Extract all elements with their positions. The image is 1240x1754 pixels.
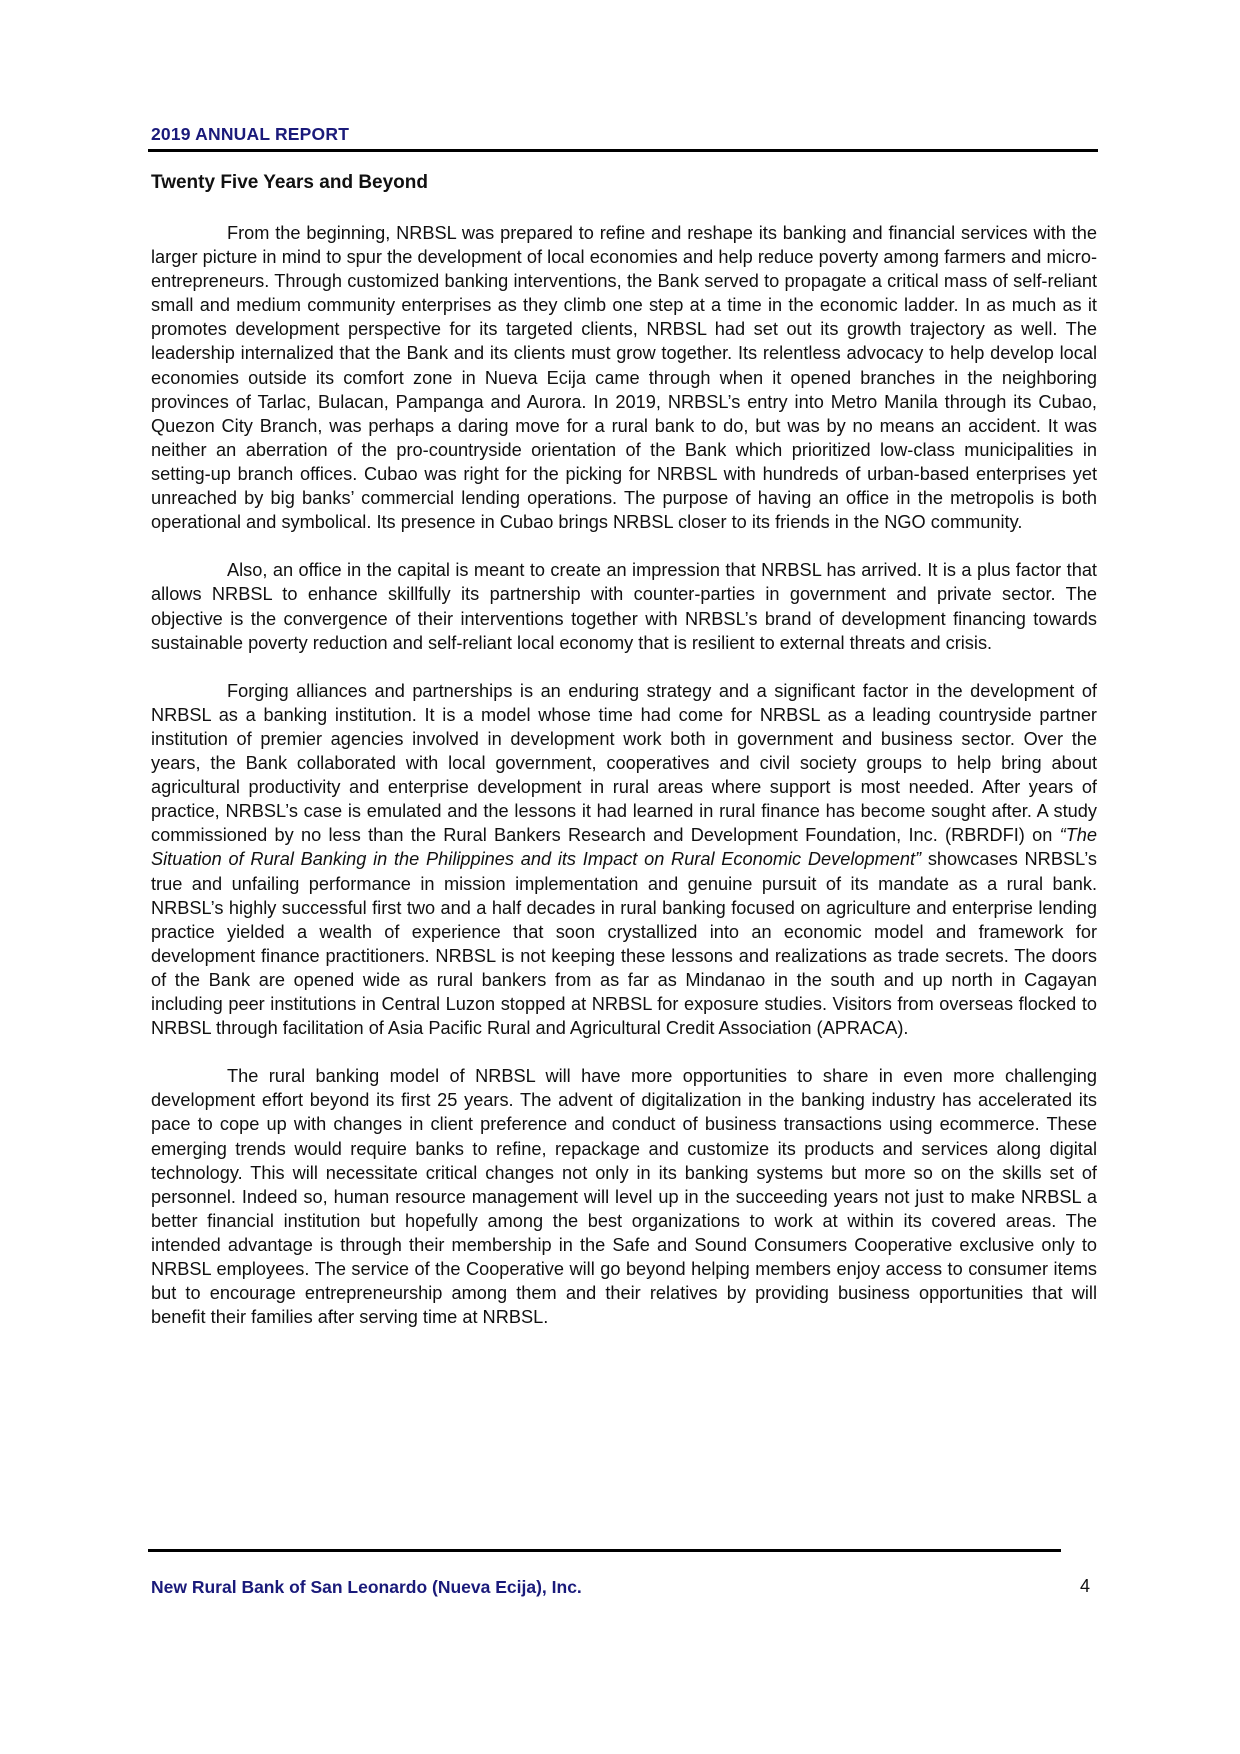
paragraph-3-part-1: Forging alliances and partnerships is an enduring strategy and a significant factor in the development of NRBSL as a banking institution. It is a model whose time had come for NRBSL as a leading countryside partner institution of premier agencies involved in development work both in government and business sector. Over the years, the Bank collaborated with local government, cooperatives and civil society groups to help bring about agricultural productivity and enterprise development in rural areas where support is most needed. After years of practice, NRBSL’s case is emulated and the lessons it had learned in rural finance has become sought after. A study commissioned by no less than the Rural Bankers Research and Development Foundation, Inc. (RBRDFI) on [151, 680, 1097, 846]
section-title: Twenty Five Years and Beyond [151, 172, 429, 193]
paragraph-3 [151, 679, 1097, 1040]
paragraph-1: From the beginning, NRBSL was prepared to refine and reshape its banking and financial services with the larger picture in mind to spur the development of local economies and help reduce poverty among farmers and micro-entrepreneurs. Through customized banking interventions, the Bank served to propagate a critical mass of self-reliant small and medium community enterprises as they climb one step at a time in the economic ladder. In as much as it promotes development perspective for its targeted clients, NRBSL had set out its growth trajectory as well. The leadership internalized that the Bank and its clients must grow together. Its relentless advocacy to help develop local economies outside its comfort zone in Nueva Ecija came through when it opened branches in the neighboring provinces of Tarlac, Bulacan, Pampanga and Aurora. In 2019, NRBSL’s entry into Metro Manila through its Cubao, Quezon City Branch, was perhaps a daring move for a rural bank to do, but was by no means an accident. It was neither an aberration of the pro-countryside orientation of the Bank which prioritized low-class municipalities in setting-up branch offices. Cubao was right for the picking for NRBSL with hundreds of urban-based enterprises yet unreached by big banks’ commercial lending operations. The purpose of having an office in the metropolis is both operational and symbolical. Its presence in Cubao brings NRBSL closer to its friends in the NGO community. [151, 223, 1097, 533]
page-number: 4 [1080, 1576, 1091, 1596]
footer-divider [148, 1549, 1061, 1552]
paragraph-4: The rural banking model of NRBSL will have more opportunities to share in even more challenging development effort beyond its first 25 years. The advent of digitalization in the banking industry has accelerated its pace to cope up with changes in client preference and conduct of business transactions using ecommerce. These emerging trends would require banks to refine, repackage and customize its products and services along digital technology. This will necessitate critical changes not only in its banking systems but more so on the skills set of personnel. Indeed so, human resource management will level up in the succeeding years not just to make NRBSL a better financial institution but hopefully among the best organizations to work at within its covered areas. The intended advantage is through their membership in the Safe and Sound Consumers Cooperative exclusive only to NRBSL employees. The service of the Cooperative will go beyond helping members enjoy access to consumer items but to encourage entrepreneurship among them and their relatives by providing business opportunities that will benefit their families after serving time at NRBSL. [151, 1066, 1097, 1328]
paragraph-3-part-2: showcases NRBSL’s true and unfailing performance in mission implementation and genuine pursuit of its mandate as a rural bank. NRBSL’s highly successful first two and a half decades in rural banking focused on agriculture and enterprise lending practice yielded a wealth of experience that soon crystallized into an economic model and framework for development finance practitioners. NRBSL is not keeping these lessons and realizations as trade secrets. The doors of the Bank are opened wide as rural bankers from as far as Mindanao in the south and up north in Cagayan including peer institutions in Central Luzon stopped at NRBSL for exposure studies. Visitors from overseas flocked to NRBSL through facilitation of Asia Pacific Rural and Agricultural Credit Association (APRACA). [151, 849, 1097, 1039]
body-text [151, 221, 1097, 1353]
study-title: “The Situation of Rural Banking in the Philippines and its Impact on Rural Economic Development” [151, 825, 1097, 870]
paragraph-2: Also, an office in the capital is meant to create an impression that NRBSL has arrived. It is a plus factor that allows NRBSL to enhance skillfully its partnership with counter-parties in government and private sector. The objective is the convergence of their interventions together with NRBSL’s brand of development financing towards sustainable poverty reduction and self-reliant local economy that is resilient to external threats and crisis. [151, 560, 1097, 653]
header-divider [148, 149, 1098, 152]
report-header-title: 2019 ANNUAL REPORT [151, 124, 350, 144]
footer-organization: New Rural Bank of San Leonardo (Nueva Ecija), Inc. [151, 1577, 582, 1597]
